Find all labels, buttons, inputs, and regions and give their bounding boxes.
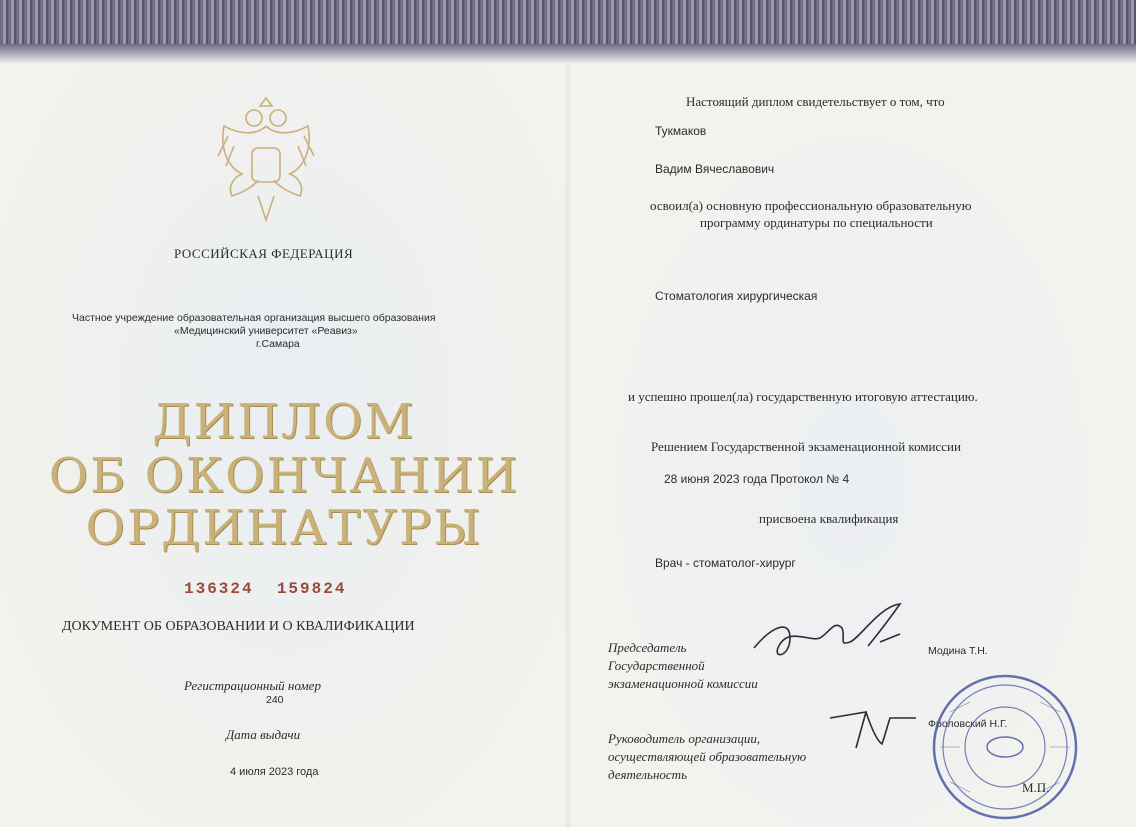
issue-date: 4 июля 2023 года	[230, 766, 319, 778]
chair-name: Модина Т.Н.	[928, 645, 988, 657]
decorative-border-band	[0, 0, 1136, 64]
diploma-title-line-1: ДИПЛОМ	[152, 394, 416, 450]
program-line-1: освоил(а) основную профессиональную образовательную	[650, 198, 972, 213]
chair-signature-icon	[750, 598, 910, 668]
qualification-label: присвоена квалификация	[759, 511, 899, 526]
document-type: ДОКУМЕНТ ОБ ОБРАЗОВАНИИ И О КВАЛИФИКАЦИИ	[62, 619, 415, 634]
registration-number: 240	[266, 694, 284, 706]
institution-city: г.Самара	[256, 338, 300, 350]
protocol-info: 28 июня 2023 года Протокол № 4	[664, 472, 850, 486]
stamp-place-mark: М.П.	[1022, 780, 1050, 795]
serial-number: 136324 159824	[184, 580, 347, 598]
registration-label: Регистрационный номер	[184, 678, 321, 693]
intro-text: Настоящий диплом свидетельствует о том, что	[686, 94, 945, 109]
head-signature-icon	[826, 704, 926, 754]
chair-title-line-1: Председатель	[608, 640, 687, 655]
country-name: РОССИЙСКАЯ ФЕДЕРАЦИЯ	[174, 246, 354, 261]
graduate-surname: Тукмаков	[655, 124, 707, 138]
issue-date-label: Дата выдачи	[226, 727, 301, 742]
chair-title-line-3: экзаменационной комиссии	[608, 676, 758, 691]
institution-line-2: «Медицинский университет «Реавиз»	[174, 325, 358, 337]
specialty: Стоматология хирургическая	[655, 289, 818, 303]
round-stamp-seal-icon	[930, 672, 1080, 822]
eagle-emblem-icon	[198, 96, 334, 232]
graduate-name: Вадим Вячеславович	[655, 162, 775, 176]
attestation-text: и успешно прошел(ла) государственную итоговую аттестацию.	[628, 389, 978, 404]
diploma-title-line-3: ОРДИНАТУРЫ	[85, 500, 483, 556]
head-name: Фроловский Н.Г.	[928, 718, 1008, 730]
diploma-title-line-2: ОБ ОКОНЧАНИИ	[48, 448, 520, 504]
program-line-2: программу ординатуры по специальности	[700, 215, 933, 230]
qualification: Врач - стоматолог-хирург	[655, 556, 796, 570]
institution-line-1: Частное учреждение образовательная организация высшего образования	[72, 312, 436, 324]
commission-decision: Решением Государственной экзаменационной комиссии	[651, 439, 961, 454]
head-title-line-2: осуществляющей образовательную	[608, 749, 807, 764]
head-title-line-1: Руководитель организации,	[608, 731, 761, 746]
head-title-line-3: деятельность	[608, 767, 687, 782]
chair-title-line-2: Государственной	[608, 658, 705, 673]
